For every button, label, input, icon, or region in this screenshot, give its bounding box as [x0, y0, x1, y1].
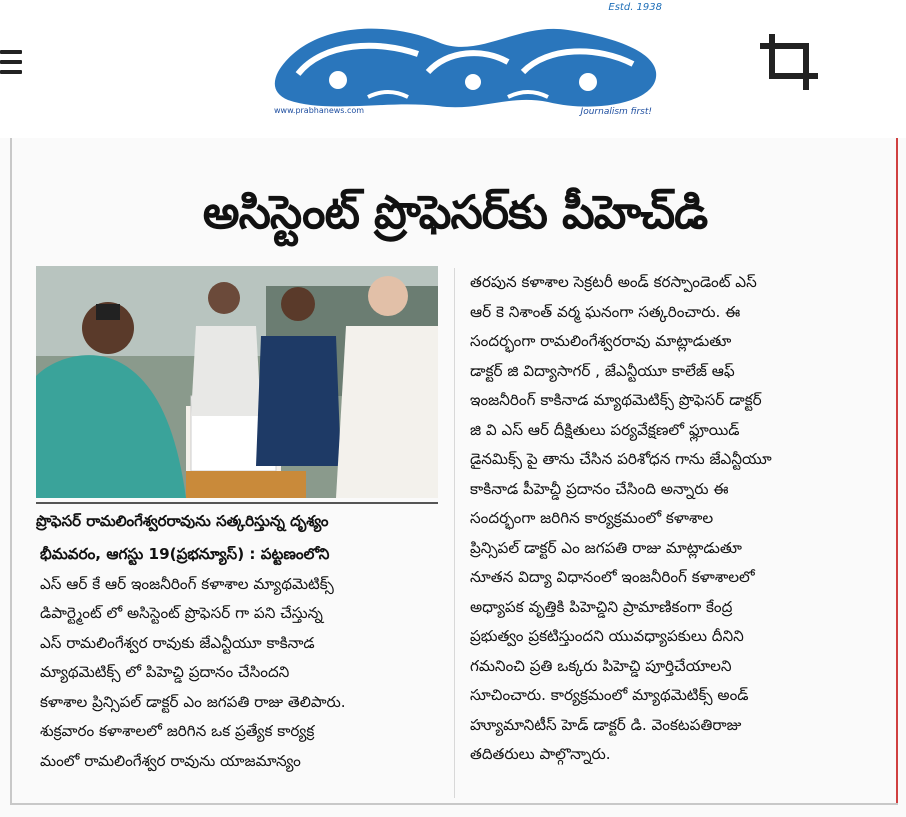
article-line: కళాశాల ప్రిన్సిపల్ డాక్టర్ ఎం జగపతి రాజు తెలిపారు.	[40, 692, 346, 711]
newspaper-logo	[268, 2, 668, 127]
article-line: గమనించి ప్రతి ఒక్కరు పిహెచ్డి పూర్తిచేయాలని	[470, 656, 732, 675]
article-headline: అసిస్టెంట్ ప్రొఫెసర్‌కు పీహెచ్‌డి	[202, 185, 708, 239]
article-photo	[36, 266, 438, 498]
article-line: ఎస్ ఆర్ కే ఆర్ ఇంజనీరింగ్ కళాశాల మ్యాథమెటిక్స్	[40, 574, 334, 593]
crop-icon[interactable]	[754, 30, 824, 94]
app-header	[0, 0, 906, 138]
article-column-left	[40, 540, 438, 800]
tagline: Journalism first!	[580, 107, 652, 117]
article-line: తరపున కళాశాల సెక్రటరీ అండ్ కరస్పాండెంట్ ఎస్	[470, 273, 757, 291]
article-line: సందర్భంగా రామలింగేశ్వరరావు మాట్లాడుతూ	[470, 332, 732, 350]
article-line: మ్యాథమెటిక్స్ లో పిహెచ్డి ప్రదానం చేసిందని	[40, 663, 290, 681]
article-line: ఇంజనీరింగ్ కాకినాడ మ్యాథమెటిక్స్ ప్రొఫెసర్ డాక్టర్	[470, 391, 762, 409]
clipping-bottom-edge	[10, 803, 898, 805]
article-line: తదితరులు పాల్గొన్నారు.	[470, 745, 611, 763]
article-line: నూతన విద్యా విధానంలో ఇంజనీరింగ్ కళాశాలలో	[470, 568, 755, 586]
article-line: డైనమిక్స్ పై తాను చేసిన పరిశోధన గాను జేఎన్టీయూ	[470, 450, 772, 468]
article-line: ప్రభుత్వం ప్రకటిస్తుందని యువధ్యాపకులు దీనిని	[470, 627, 744, 645]
column-divider	[454, 268, 455, 798]
article-line: శుక్రవారం కళాశాలలో జరిగిన ఒక ప్రత్యేక కార్యక్ర	[40, 722, 315, 740]
article-line: ఆర్ కె నిశాంత్ వర్మ ఘనంగా సత్కరించారు. ఈ	[470, 302, 741, 321]
photo-caption: ప్రొఫెసర్ రామలింగేశ్వరరావును సత్కరిస్తున్న దృశ్యం	[36, 502, 438, 538]
article-line: కాకినాడ పీహెచ్డీ ప్రదానం చేసింది అన్నారు ఈ	[470, 479, 729, 498]
article-line: ప్రిన్సిపల్ డాక్టర్ ఎం జగపతి రాజు మాట్లాడుతూ	[470, 538, 742, 557]
clipping-right-edge	[896, 138, 898, 803]
established-year: Estd. 1938	[608, 2, 662, 13]
menu-icon[interactable]	[0, 44, 22, 84]
article-line: మంలో రామలింగేశ్వర రావును యాజమాన్యం	[40, 751, 301, 770]
article-line: డాక్టర్ జి విద్యాసాగర్ , జేఎన్టీయూ కాలేజ్ ఆఫ్	[470, 361, 735, 380]
article-line: సందర్భంగా జరిగిన కార్యక్రమంలో కళాశాల	[470, 509, 714, 527]
article-line: డిపార్ట్మెంట్ లో అసిస్టెంట్ ప్రొఫెసర్ గా పని చేస్తున్న	[40, 604, 323, 622]
website-url: www.prabhanews.com	[274, 106, 365, 115]
article-line: హ్యూమానిటీస్ హెడ్ డాక్టర్ డి. వెంకటపతిరాజు	[470, 715, 742, 734]
article-line: ఎస్ రామలింగేశ్వర రావుకు జేఎన్టీయూ కాకినాడ	[40, 633, 315, 652]
clipping-left-edge	[10, 138, 12, 803]
article-line: సూచించారు. కార్యక్రమంలో మ్యాథమెటిక్స్ అండ్	[470, 686, 749, 704]
article-line: అధ్యాపక వృత్తికి పిహెచ్డిని ప్రామాణికంగా కేంద్ర	[470, 597, 733, 616]
article-line: భీమవరం, ఆగస్టు 19(ప్రభన్యూస్) : పట్టణంలోని	[40, 545, 330, 563]
article-line: జి వి ఎస్ ఆర్ దీక్షితులు పర్యవేక్షణలో ఫ్లూయిడ్	[470, 420, 740, 439]
article-column-right	[470, 268, 870, 800]
